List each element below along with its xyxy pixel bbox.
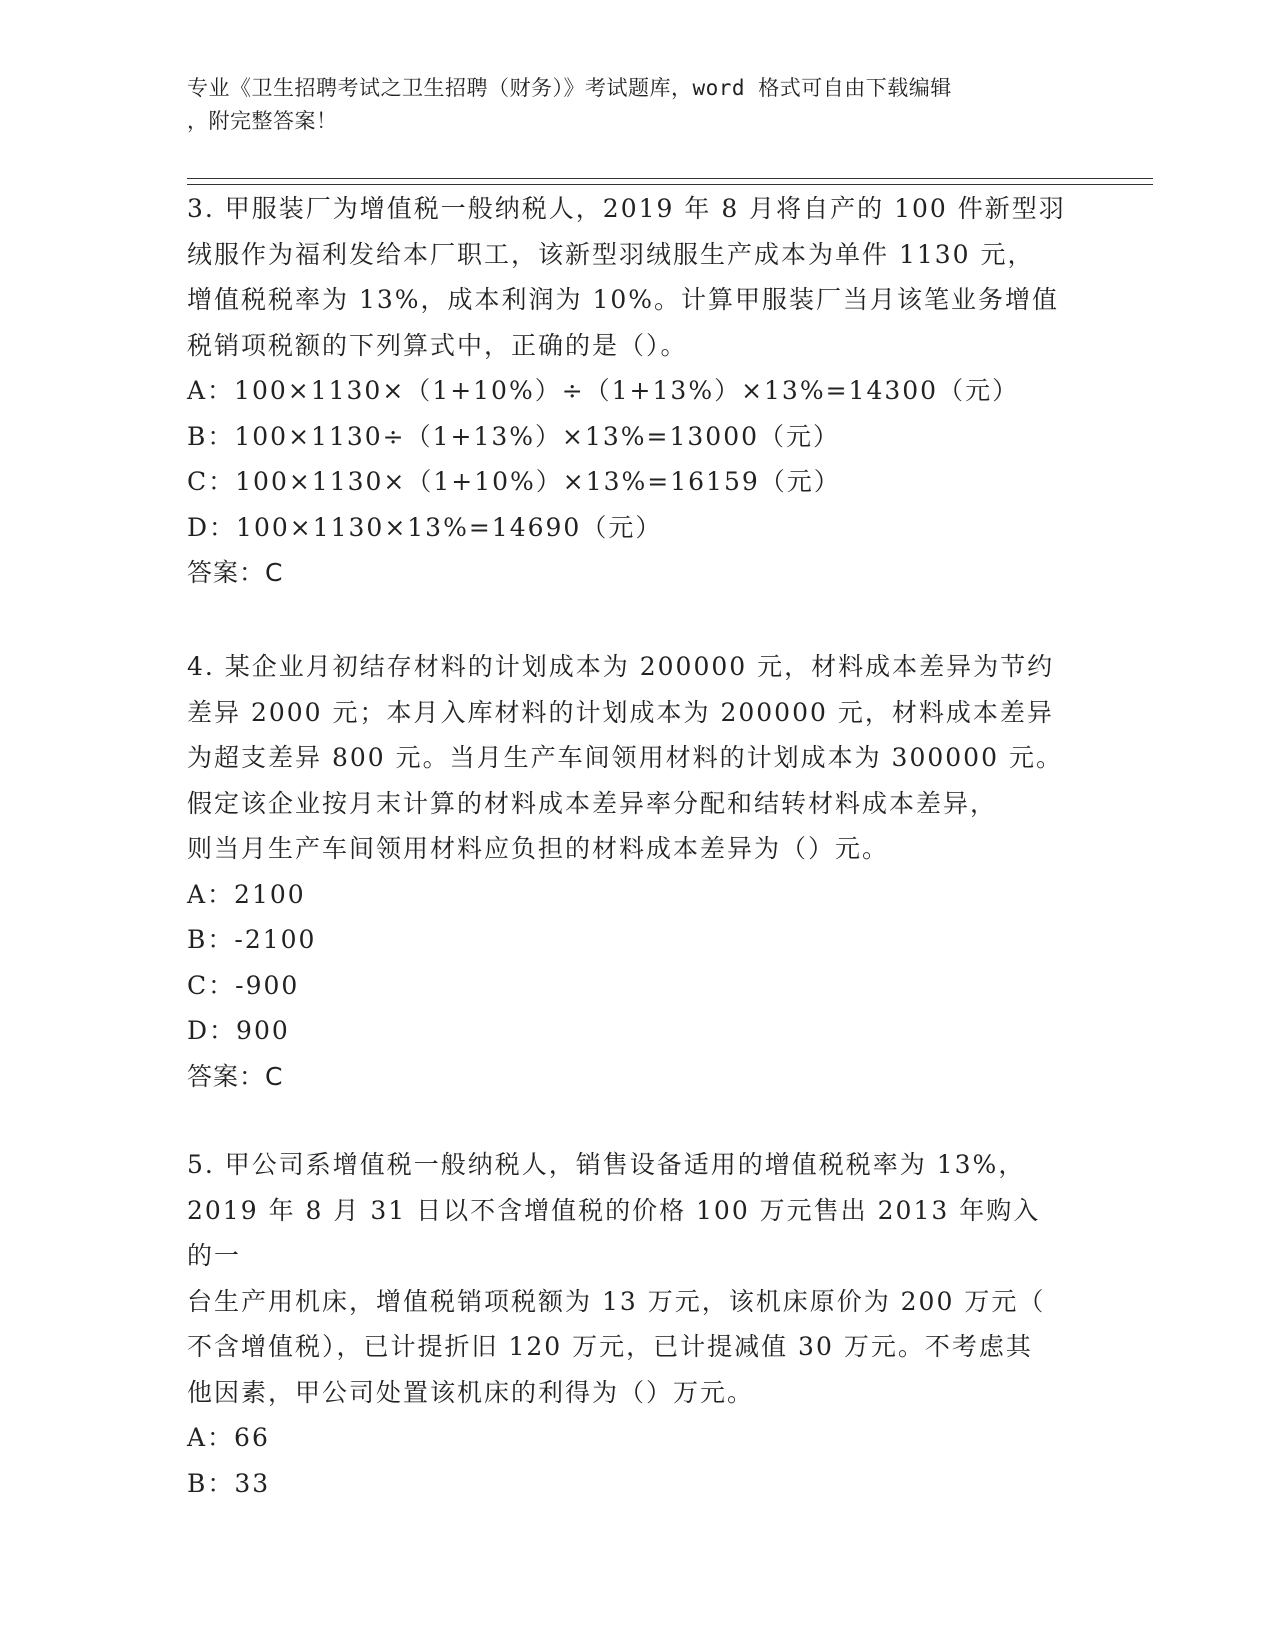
answer: 答案：C [187,558,284,587]
option-b: B：33 [187,1468,271,1498]
question-stem-line: 4. 某企业月初结存材料的计划成本为 200000 元，材料成本差异为节约 [187,652,1055,681]
question-stem-line: 为超支差异 800 元。当月生产车间领用材料的计划成本为 300000 元。 [187,743,1063,772]
question-stem-line: 他因素，甲公司处置该机床的利得为（）万元。 [187,1377,755,1407]
option-d: D：900 [187,1016,290,1045]
option-d: D：100×1130×13%=14690（元） [187,512,663,542]
header-line-2: ，附完整答案！ [187,109,338,133]
question-stem-line: 2019 年 8 月 31 日以不含增值税的价格 100 万元售出 2013 年购入的一 [187,1195,1041,1270]
option-c: C：100×1130×（1+10%）×13%=16159（元） [187,467,841,496]
option-a: A：66 [187,1423,270,1452]
question-stem-line: 不含增值税），已计提折旧 120 万元，已计提减值 30 万元。不考虑其 [187,1332,1033,1361]
question-stem-line: 绒服作为福利发给本厂职工，该新型羽绒服生产成本为单件 1130 元， [187,239,1035,269]
option-b: B：-2100 [187,925,317,954]
question-stem-line: 税销项税额的下列算式中，正确的是（）。 [187,330,688,360]
answer: 答案：C [187,1061,284,1091]
question-stem-line: 台生产用机床，增值税销项税额为 13 万元，该机床原价为 200 万元（ [187,1286,1046,1316]
header-line-1: 专业《卫生招聘考试之卫生招聘（财务）》考试题库，word 格式可自由下载编辑 [187,76,952,100]
question-5 [187,1142,1067,1506]
question-stem-line: 假定该企业按月末计算的材料成本差异率分配和结转材料成本差异， [187,788,998,818]
question-4 [187,644,1067,1099]
header-divider-top [187,178,1153,179]
question-stem-line: 3. 甲服装厂为增值税一般纳税人，2019 年 8 月将自产的 100 件新型羽 [187,194,1066,223]
question-stem-line: 增值税税率为 13%，成本利润为 10%。计算甲服装厂当月该笔业务增值 [187,285,1060,314]
document-header [187,72,1067,138]
question-3 [187,186,1067,596]
option-a: A：2100 [187,879,306,909]
question-stem-line: 5. 甲公司系增值税一般纳税人，销售设备适用的增值税税率为 13%， [187,1150,1026,1179]
question-stem-line: 差异 2000 元；本月入库材料的计划成本为 200000 元，材料成本差异 [187,697,1054,727]
option-c: C：-900 [187,970,300,1000]
option-b: B：100×1130÷（1+13%）×13%=13000（元） [187,421,841,451]
option-a: A：100×1130×（1+10%）÷（1+13%）×13%=14300（元） [187,376,1020,405]
question-stem-line: 则当月生产车间领用材料应负担的材料成本差异为（）元。 [187,834,890,863]
header-divider-bottom [187,184,1153,185]
